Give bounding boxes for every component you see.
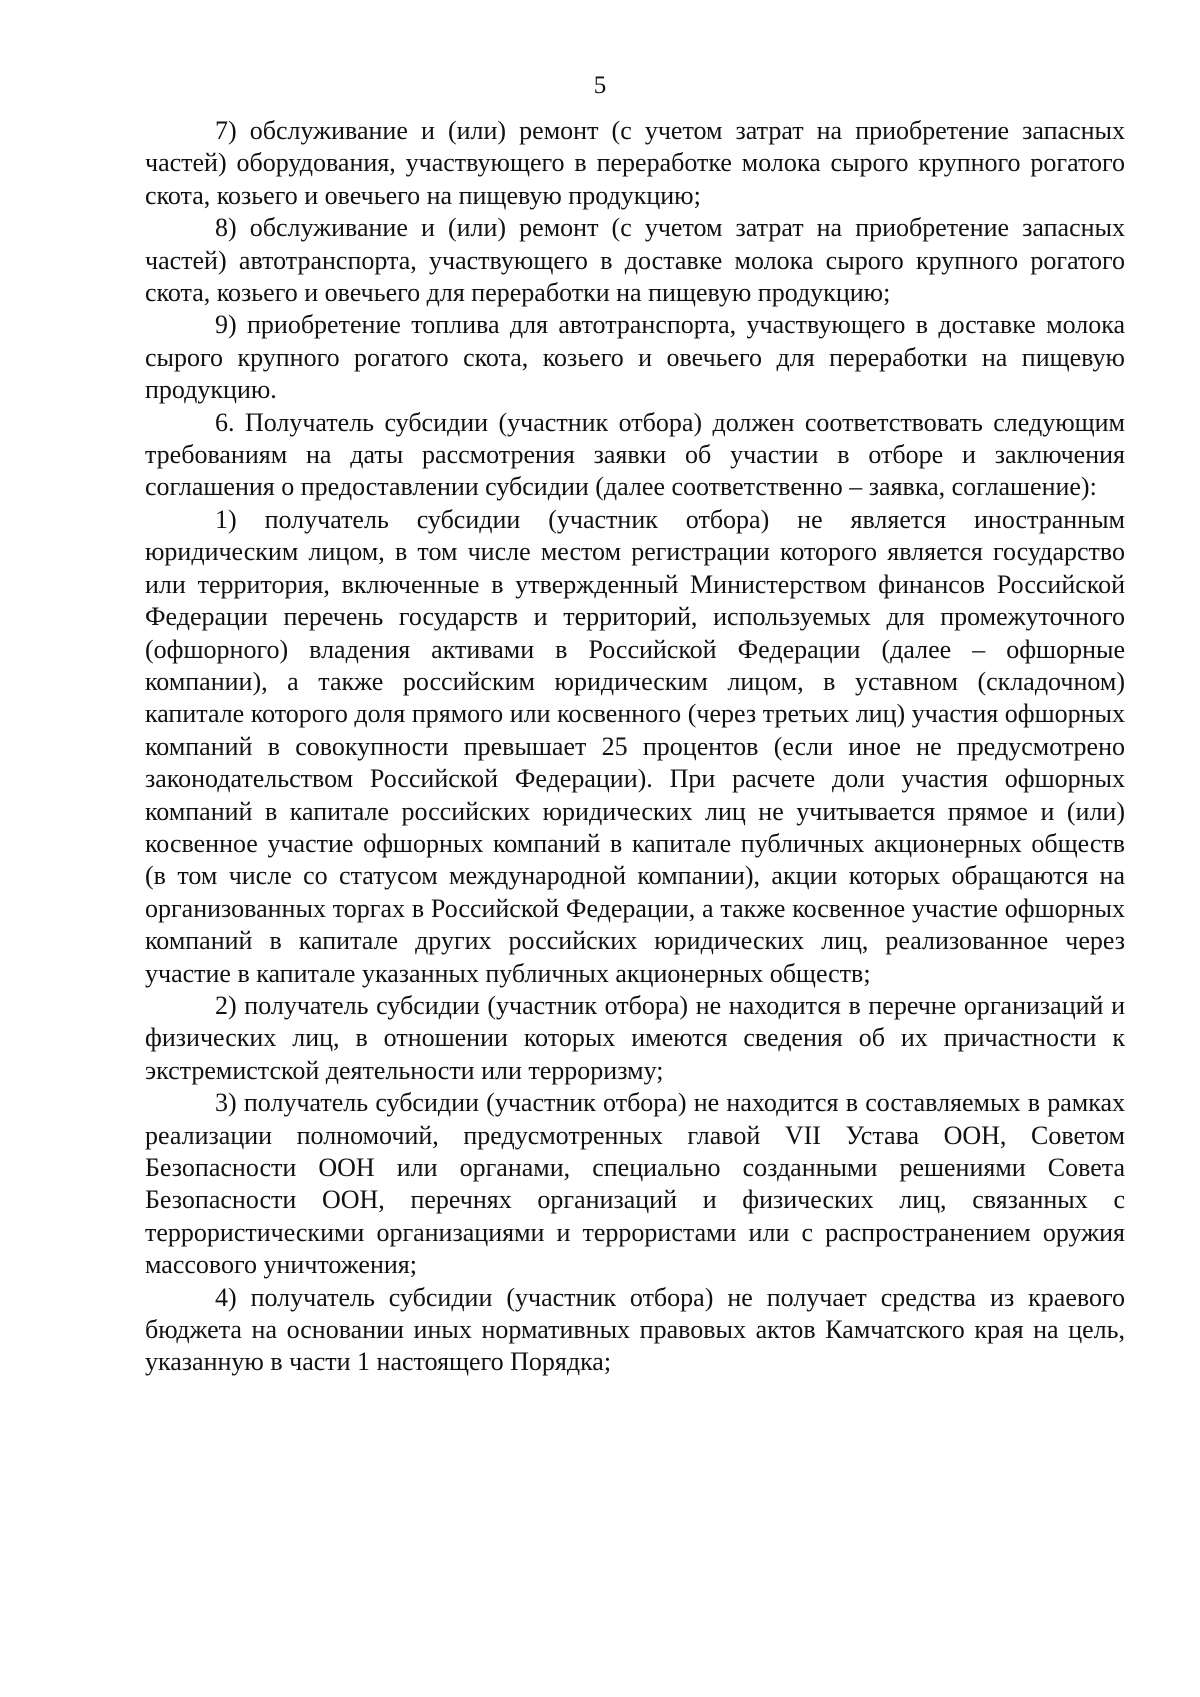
paragraph-item-8: 8) обслуживание и (или) ремонт (с учетом затрат на приобретение запасных частей) автотранспорта, участвующего в доставке молока сырого крупного рогатого скота, козьего и овечьего для переработки на пищевую продукцию;	[145, 213, 1125, 308]
paragraph-requirement-1: 1) получатель субсидии (участник отбора) не является иностранным юридическим лицом, в том числе местом регистрации которого является государство или территория, включенные в утвержденный Министерством финансов Российской Федерации перечень государств и территорий, используемых для промежуточного (офшорного) владения активами в Российской Федерации (далее – офшорные компании), а также российским юридическим лицом, в уставном (складочном) капитале которого доля прямого или косвенного (через третьих лиц) участия офшорных компаний в совокупности превышает 25 процентов (если иное не предусмотрено законодательством Российской Федерации). При расчете доли участия офшорных компаний в капитале российских юридических лиц не учитывается прямое и (или) косвенное участие офшорных компаний в капитале публичных акционерных обществ (в том числе со статусом международной компании), акции которых обращаются на организованных торгах в Российской Федерации, а также косвенное участие офшорных компаний в капитале других российских юридических лиц, реализованное через участие в капитале указанных публичных акционерных обществ;	[145, 504, 1125, 988]
page-number: 5	[593, 72, 607, 99]
paragraph-item-9: 9) приобретение топлива для автотранспорта, участвующего в доставке молока сырого крупного рогатого скота, козьего и овечьего для переработки на пищевую продукцию.	[145, 310, 1125, 405]
paragraph-requirement-3: 3) получатель субсидии (участник отбора) не находится в составляемых в рамках реализации полномочий, предусмотренных главой VII Устава ООН, Советом Безопасности ООН или органами, специально созданными решениями Совета Безопасности ООН, перечнях организаций и физических лиц, связанных с террористическими организациями и террористами или с распространением оружия массового уничтожения;	[145, 1088, 1125, 1280]
paragraph-section-6: 6. Получатель субсидии (участник отбора) должен соответствовать следующим требованиям на даты рассмотрения заявки об участии в отборе и заключения соглашения о предоставлении субсидии (далее соответственно – заявка, соглашение):	[145, 407, 1125, 502]
paragraph-requirement-2: 2) получатель субсидии (участник отбора) не находится в перечне организаций и физических лиц, в отношении которых имеются сведения об их причастности к экстремистской деятельности или терроризму;	[145, 990, 1125, 1085]
paragraph-requirement-4: 4) получатель субсидии (участник отбора) не получает средства из краевого бюджета на основании иных нормативных правовых актов Камчатского края на цель, указанную в части 1 настоящего Порядка;	[145, 1282, 1125, 1377]
paragraph-item-7: 7) обслуживание и (или) ремонт (с учетом затрат на приобретение запасных частей) оборудования, участвующего в переработке молока сырого крупного рогатого скота, козьего и овечьего на пищевую продукцию;	[145, 116, 1125, 210]
document-body	[145, 115, 1125, 1379]
